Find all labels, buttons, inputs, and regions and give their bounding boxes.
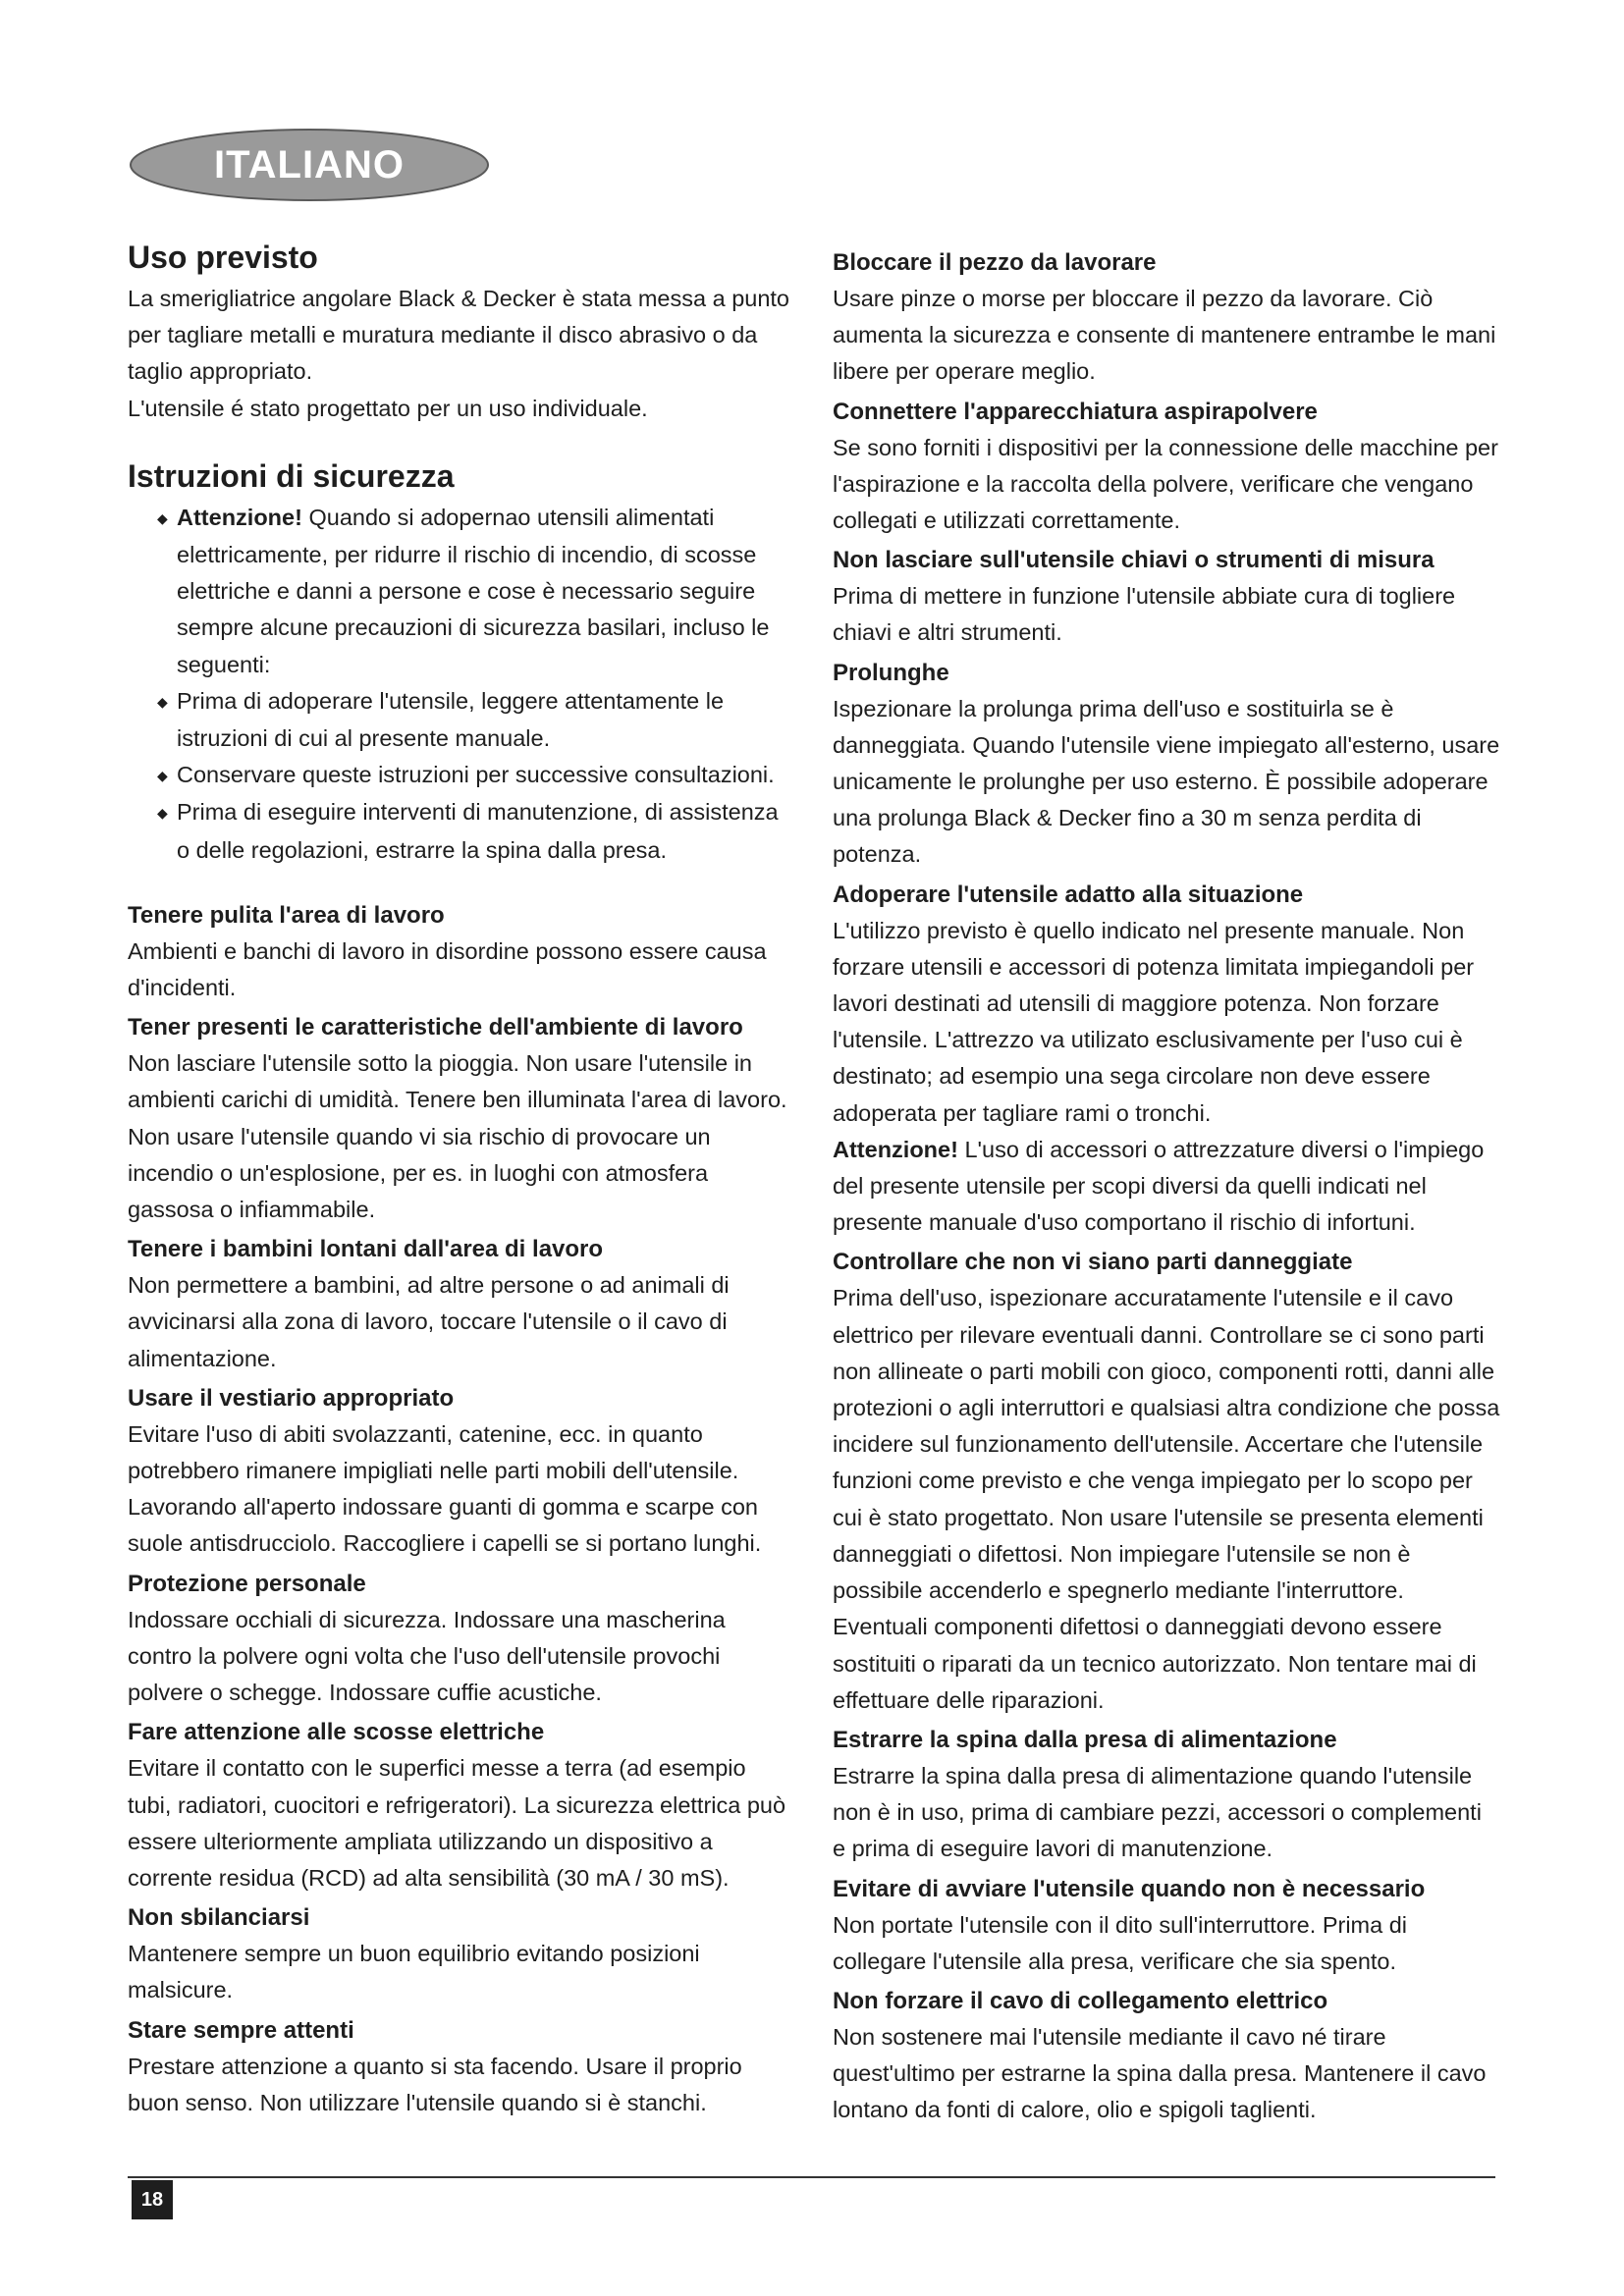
- section-body: Mantenere sempre un buon equilibrio evitando posizioni malsicure.: [128, 1941, 700, 2003]
- safety-bullet: [128, 757, 795, 794]
- section-body: Evitare il contatto con le superfici messe a terra (ad esempio tubi, radiatori, cuocitori e refrigeratori). La sicurezza elettrica può essere ulteriormente ampliata utilizzando un dispositivo a corrente residua (RCD) ad alta sensibilità (30 mA / 30 mS).: [128, 1755, 786, 1891]
- section: [833, 543, 1500, 651]
- warning-lead: Attenzione!: [833, 1136, 958, 1162]
- section-body: Indossare occhiali di sicurezza. Indossare una mascherina contro la polvere ogni volta che l'uso dell'utensile provochi polvere o schegge. Indossare cuffie acustiche.: [128, 1606, 726, 1706]
- warning-note: [833, 1132, 1500, 1242]
- section-body: Usare pinze o morse per bloccare il pezzo da lavorare. Ciò aumenta la sicurezza e consente di mantenere entrambe le mani libere per operare meglio.: [833, 286, 1496, 385]
- safety-bullet: [128, 500, 795, 683]
- intended-use-line: La smerigliatrice angolare Black & Decker è stata messa a punto per tagliare metalli e muratura mediante il disco abrasivo o da taglio appropriato.: [128, 286, 789, 385]
- warning-text: L'uso di accessori o attrezzature diversi o l'impiego del presente utensile per scopi diversi da quelli indicati nel presente manuale d'uso comportano il rischio di infortuni.: [833, 1136, 1485, 1236]
- section-heading: Stare sempre attenti: [128, 2016, 354, 2044]
- bullet-text: Prima di adoperare l'utensile, leggere attentamente le istruzioni di cui al presente manuale.: [177, 687, 725, 752]
- intended-use-line: L'utensile é stato progettato per un uso individuale.: [128, 395, 648, 421]
- section-body: Estrarre la spina dalla presa di alimentazione quando l'utensile non è in uso, prima di cambiare pezzi, accessori o complementi e prima di eseguire lavori di manutenzione.: [833, 1762, 1482, 1862]
- section: [128, 2013, 795, 2121]
- section-body: Prestare attenzione a quanto si sta facendo. Usare il proprio buon senso. Non utilizzare l'utensile quando si è stanchi.: [128, 2053, 742, 2115]
- section-heading: Tener presenti le caratteristiche dell'ambiente di lavoro: [128, 1014, 743, 1041]
- section-heading: Non forzare il cavo di collegamento elettrico: [833, 1987, 1328, 2014]
- section: [128, 1381, 795, 1563]
- section: [833, 1245, 1500, 1718]
- section-body: L'utilizzo previsto è quello indicato nel presente manuale. Non forzare utensili e accessori di potenza limitata impiegandoli per lavori destinati ad utensili di maggiore potenza. Non forzare l'utensile. L'attrezzo va utilizato esclusivamente per l'uso cui è destinato; ad esempio una sega circolare non deve essere adoperata per tagliare rami o tronchi.: [833, 917, 1475, 1126]
- bullet-text: Conservare queste istruzioni per successive consultazioni.: [177, 762, 775, 788]
- section-body: Non lasciare l'utensile sotto la pioggia. Non usare l'utensile in ambienti carichi di umidità. Tenere ben illuminata l'area di lavoro. Non usare l'utensile quando vi sia rischio di provocare un incendio o un'esplosione, per es. in luoghi con atmosfera gassosa o infiammabile.: [128, 1050, 787, 1223]
- safety-bullet: [128, 683, 795, 757]
- bullet-lead: Attenzione!: [177, 504, 302, 530]
- section-body: Non sostenere mai l'utensile mediante il cavo né tirare quest'ultimo per estrarne la spina dalla presa. Mantenere il cavo lontano da fonti di calore, olio e spigoli taglienti.: [833, 2023, 1487, 2123]
- section: [128, 1232, 795, 1377]
- section: [833, 1872, 1500, 1980]
- language-badge: [128, 126, 491, 204]
- section: [833, 1723, 1500, 1868]
- right-column: [833, 245, 1500, 2133]
- section: [833, 245, 1500, 391]
- section-body: Se sono forniti i dispositivi per la connessione delle macchine per l'aspirazione e la raccolta della polvere, verificare che vengano collegati e utilizzati correttamente.: [833, 434, 1498, 534]
- section-heading: Estrarre la spina dalla presa di alimentazione: [833, 1726, 1337, 1753]
- footer-rule: [128, 2176, 1495, 2178]
- section: [128, 1567, 795, 1712]
- section-heading: Bloccare il pezzo da lavorare: [833, 249, 1157, 276]
- section: [128, 1900, 795, 2008]
- safety-bullet: [128, 794, 795, 868]
- section-heading: Protezione personale: [128, 1570, 366, 1597]
- section-heading: Tenere pulita l'area di lavoro: [128, 901, 445, 929]
- page-number: 18: [132, 2180, 173, 2219]
- section: [833, 395, 1500, 540]
- section-body: Evitare l'uso di abiti svolazzanti, catenine, ecc. in quanto potrebbero rimanere impigliati nelle parti mobili dell'utensile. Lavorando all'aperto indossare guanti di gomma e scarpe con suole antisdrucciolo. Raccogliere i capelli se si portano lunghi.: [128, 1420, 762, 1557]
- section-heading: Connettere l'apparecchiatura aspirapolvere: [833, 398, 1318, 425]
- section-body: Ambienti e banchi di lavoro in disordine possono essere causa d'incidenti.: [128, 937, 767, 1001]
- section-body: Prima di mettere in funzione l'utensile abbiate cura di togliere chiavi e altri strumenti.: [833, 583, 1456, 646]
- bullet-text: Quando si adopernao utensili alimentati elettricamente, per ridurre il rischio di incendio, di scosse elettriche e danni a persone e cose è necessario seguire sempre alcune precauzioni di sicurezza basilari, incluso le seguenti:: [177, 504, 770, 677]
- section-heading: Non lasciare sull'utensile chiavi o strumenti di misura: [833, 547, 1435, 574]
- left-column: [128, 236, 795, 2125]
- diamond-bullet-icon: ◆: [157, 509, 168, 526]
- section-heading: Controllare che non vi siano parti danneggiate: [833, 1249, 1353, 1276]
- section: [128, 1715, 795, 1896]
- language-label: ITALIANO: [214, 142, 405, 187]
- section-body: Ispezionare la prolunga prima dell'uso e sostituirla se è danneggiata. Quando l'utensile viene impiegato all'esterno, usare unicamente le prolunghe per uso esterno. È possibile adoperare una prolunga Black & Decker fino a 30 m senza perdita di potenza.: [833, 695, 1500, 868]
- section-heading: Prolunghe: [833, 659, 949, 686]
- safety-title: Istruzioni di sicurezza: [128, 457, 455, 494]
- section-heading: Non sbilanciarsi: [128, 1904, 310, 1932]
- diamond-bullet-icon: ◆: [157, 768, 168, 784]
- section: [833, 1984, 1500, 2129]
- diamond-bullet-icon: ◆: [157, 693, 168, 710]
- intended-use-title: Uso previsto: [128, 240, 318, 275]
- section-body: Prima dell'uso, ispezionare accuratamente l'utensile e il cavo elettrico per rilevare eventuali danni. Controllare se ci sono parti non allineate o parti mobili con gioco, componenti rotti, danni alle protezioni o agli interruttori e qualsiasi altra condizione che possa incidere sul funzionamento dell'utensile. Accertare che l'utensile funzioni come previsto e che venga impiegato per lo scopo per cui è stato progettato. Non usare l'utensile se presenta elementi danneggiati o difettosi. Non impiegare l'utensile se non è possibile accenderlo e spegnerlo mediante l'interruttore. Eventuali componenti difettosi o danneggiati devono essere sostituiti o riparati da un tecnico autorizzato. Non tentare mai di effettuare delle riparazioni.: [833, 1285, 1500, 1713]
- diamond-bullet-icon: ◆: [157, 805, 168, 822]
- section-heading: Adoperare l'utensile adatto alla situazione: [833, 881, 1304, 908]
- section: [128, 1010, 795, 1228]
- section: [128, 898, 795, 1006]
- section-body: Non portate l'utensile con il dito sull'interruttore. Prima di collegare l'utensile alla presa, verificare che sia spento.: [833, 1911, 1407, 1974]
- section-heading: Usare il vestiario appropriato: [128, 1384, 455, 1412]
- section-heading: Tenere i bambini lontani dall'area di lavoro: [128, 1236, 604, 1263]
- section-heading: Fare attenzione alle scosse elettriche: [128, 1719, 545, 1746]
- safety-bullet-list: [128, 500, 795, 869]
- bullet-text: Prima di eseguire interventi di manutenzione, di assistenza o delle regolazioni, estrarre la spina dalla presa.: [177, 799, 779, 863]
- section-heading: Evitare di avviare l'utensile quando non è necessario: [833, 1875, 1426, 1902]
- section: [833, 656, 1500, 874]
- section: [833, 878, 1500, 1242]
- section-body: Non permettere a bambini, ad altre persone o ad animali di avvicinarsi alla zona di lavoro, toccare l'utensile o il cavo di alimentazione.: [128, 1272, 730, 1371]
